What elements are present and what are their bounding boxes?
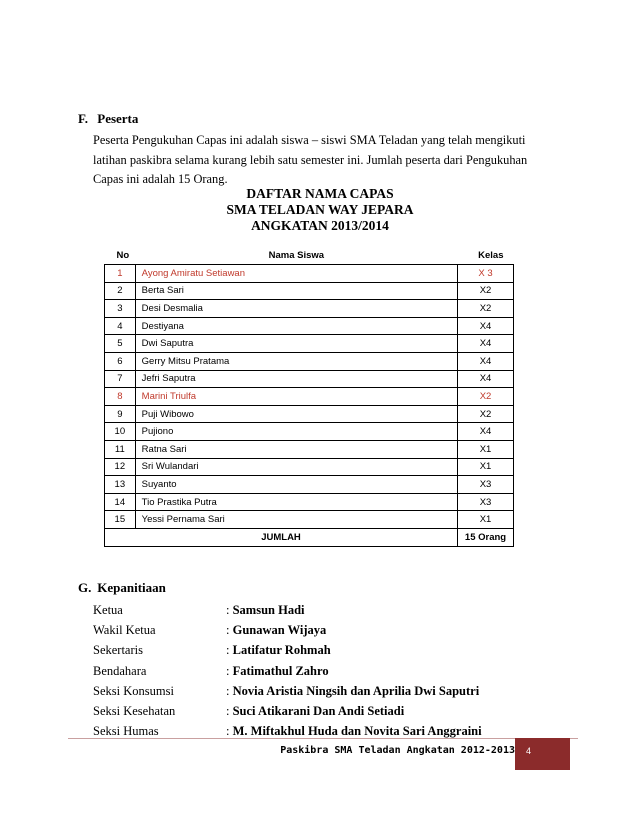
header-nama: Nama Siswa — [135, 247, 457, 265]
committee-role: Seksi Konsumsi — [93, 683, 174, 698]
row-nama: Sri Wulandari — [135, 458, 457, 476]
row-nama: Marini Triulfa — [135, 388, 457, 406]
footer-divider — [68, 738, 578, 739]
table-row — [105, 458, 514, 476]
committee-role: Ketua — [93, 603, 123, 617]
row-kelas: X4 — [458, 317, 514, 335]
table-row — [105, 423, 514, 441]
committee-name: M. Miftakhul Huda dan Novita Sari Anggraini — [232, 724, 482, 739]
table-row — [105, 511, 514, 529]
paragraph-line: Peserta Pengukuhan Capas ini adalah siswa – siswi SMA Teladan yang telah mengikuti — [93, 133, 526, 147]
section-g-letter: G. — [78, 580, 92, 595]
table-row — [105, 317, 514, 335]
row-kelas: X1 — [458, 458, 514, 476]
separator: : — [226, 683, 233, 698]
row-no: 15 — [105, 511, 136, 529]
list-title-line: DAFTAR NAMA CAPAS — [246, 186, 394, 201]
row-kelas: X2 — [458, 388, 514, 406]
table-row — [105, 300, 514, 318]
capas-table — [104, 247, 514, 547]
row-no: 10 — [105, 423, 136, 441]
table-row — [105, 405, 514, 423]
committee-row — [93, 620, 563, 640]
table-row — [105, 476, 514, 494]
total-label: JUMLAH — [105, 529, 458, 547]
committee-role: Sekertaris — [93, 643, 143, 658]
row-kelas: X4 — [458, 423, 514, 441]
separator: : — [226, 663, 233, 678]
committee-row — [93, 640, 563, 660]
row-no: 7 — [105, 370, 136, 388]
footer-text: Paskibra SMA Teladan Angkatan 2012-2013 — [280, 745, 515, 756]
row-nama: Dwi Saputra — [135, 335, 457, 353]
table-row — [105, 335, 514, 353]
committee-role: Seksi Humas — [93, 724, 159, 739]
row-no: 14 — [105, 493, 136, 511]
row-nama: Jefri Saputra — [135, 370, 457, 388]
paragraph-line: latihan paskibra selama kurang lebih satu semester ini. Jumlah peserta dari Pengukuhan — [93, 152, 528, 167]
row-kelas: X1 — [458, 441, 514, 459]
row-no: 12 — [105, 458, 136, 476]
row-nama: Berta Sari — [135, 282, 457, 300]
total-value: 15 Orang — [458, 529, 514, 547]
header-no: No — [105, 247, 136, 265]
separator: : — [226, 643, 233, 658]
section-g-heading — [78, 580, 558, 596]
row-nama: Gerry Mitsu Pratama — [135, 353, 457, 371]
row-nama: Destiyana — [135, 317, 457, 335]
table-row — [105, 441, 514, 459]
table-row — [105, 282, 514, 300]
row-kelas: X3 — [458, 493, 514, 511]
row-no: 3 — [105, 300, 136, 318]
committee-row — [93, 661, 563, 681]
list-title — [150, 186, 490, 234]
row-no: 1 — [105, 265, 136, 283]
separator: : — [226, 704, 233, 718]
list-title-line: SMA TELADAN WAY JEPARA — [226, 202, 414, 217]
row-nama: Ayong Amiratu Setiawan — [135, 265, 457, 283]
row-kelas: X2 — [458, 300, 514, 318]
section-f-heading — [78, 111, 558, 127]
committee-row — [93, 600, 563, 620]
committee-role: Wakil Ketua — [93, 623, 156, 638]
row-kelas: X4 — [458, 353, 514, 371]
section-f-letter: F. — [78, 111, 88, 126]
committee-name: Samsun Hadi — [232, 603, 305, 617]
table-row — [105, 265, 514, 283]
row-no: 2 — [105, 282, 136, 300]
section-f-paragraph — [93, 131, 548, 190]
table-row — [105, 388, 514, 406]
row-no: 6 — [105, 353, 136, 371]
committee-role: Seksi Kesehatan — [93, 704, 176, 718]
row-kelas: X3 — [458, 476, 514, 494]
list-title-line: ANGKATAN 2013/2014 — [251, 218, 389, 233]
row-nama: Desi Desmalia — [135, 300, 457, 318]
page-number: 4 — [526, 746, 532, 756]
committee-name: Suci Atikarani Dan Andi Setiadi — [232, 704, 405, 718]
table-row — [105, 493, 514, 511]
row-nama: Suyanto — [135, 476, 457, 494]
table-total-row — [105, 529, 514, 547]
table-row — [105, 370, 514, 388]
row-nama: Yessi Pernama Sari — [135, 511, 457, 529]
table-header-row — [105, 247, 514, 265]
committee-row — [93, 681, 563, 701]
row-nama: Ratna Sari — [135, 441, 457, 459]
committee-name: Latifatur Rohmah — [232, 643, 331, 658]
row-kelas: X 3 — [458, 265, 514, 283]
committee-role: Bendahara — [93, 663, 147, 678]
table-body — [105, 265, 514, 529]
row-kelas: X1 — [458, 511, 514, 529]
committee-name: Gunawan Wijaya — [232, 623, 327, 638]
header-kelas: Kelas — [458, 247, 514, 265]
table-row — [105, 353, 514, 371]
row-no: 8 — [105, 388, 136, 406]
row-nama: Pujiono — [135, 423, 457, 441]
row-no: 11 — [105, 441, 136, 459]
committee-row — [93, 701, 563, 721]
row-kelas: X2 — [458, 405, 514, 423]
row-kelas: X4 — [458, 335, 514, 353]
page-number-box — [515, 738, 570, 770]
committee-name: Fatimathul Zahro — [232, 663, 329, 678]
row-kelas: X4 — [458, 370, 514, 388]
separator: : — [226, 724, 233, 739]
separator: : — [226, 623, 233, 638]
row-no: 4 — [105, 317, 136, 335]
row-no: 9 — [105, 405, 136, 423]
row-kelas: X2 — [458, 282, 514, 300]
separator: : — [226, 603, 233, 617]
row-nama: Puji Wibowo — [135, 405, 457, 423]
row-no: 13 — [105, 476, 136, 494]
row-no: 5 — [105, 335, 136, 353]
section-g-title: Kepanitiaan — [97, 580, 166, 595]
paragraph-line: Capas ini adalah 15 Orang. — [93, 172, 228, 186]
section-f-title: Peserta — [97, 111, 139, 126]
row-nama: Tio Prastika Putra — [135, 493, 457, 511]
committee-name: Novia Aristia Ningsih dan Aprilia Dwi Saputri — [232, 683, 480, 698]
